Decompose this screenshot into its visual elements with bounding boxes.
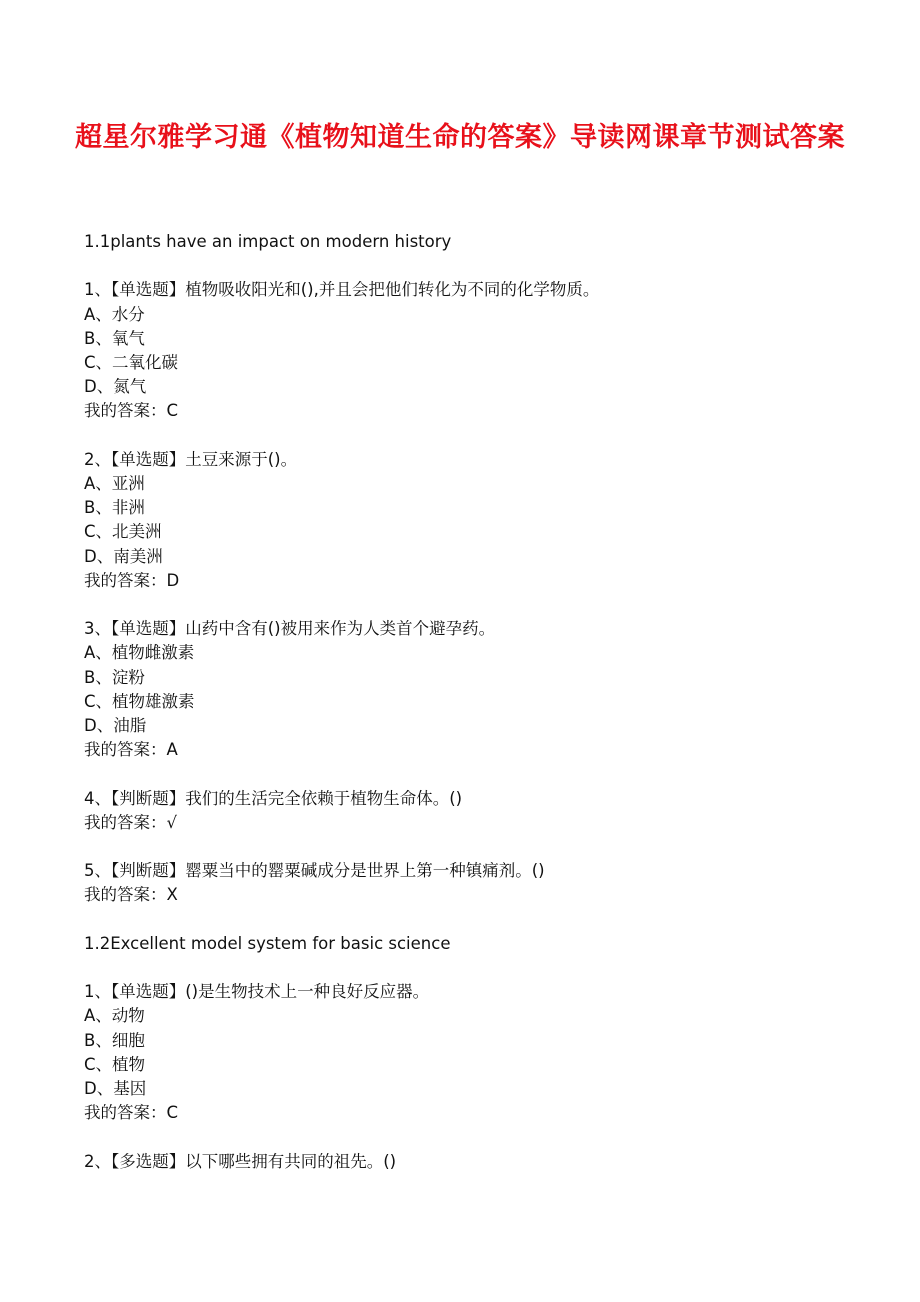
question-block bbox=[84, 980, 864, 1125]
question-stem: 1、【单选题】植物吸收阳光和(),并且会把他们转化为不同的化学物质。 bbox=[84, 280, 600, 300]
option-c: C、植物 bbox=[84, 1054, 146, 1074]
option-c: C、植物雄激素 bbox=[84, 691, 195, 711]
question-stem: 2、【多选题】以下哪些拥有共同的祖先。() bbox=[84, 1151, 397, 1171]
question-block bbox=[84, 448, 864, 593]
question-stem: 4、【判断题】我们的生活完全依赖于植物生命体。() bbox=[84, 788, 463, 808]
option-b: B、氧气 bbox=[84, 328, 145, 348]
document-body bbox=[84, 230, 864, 1174]
question-block bbox=[84, 859, 864, 907]
question-stem: 1、【单选题】()是生物技术上一种良好反应器。 bbox=[84, 982, 430, 1002]
question-stem: 5、【判断题】罂粟当中的罂粟碱成分是世界上第一种镇痛剂。() bbox=[84, 861, 545, 881]
option-a: A、亚洲 bbox=[84, 474, 145, 493]
question-block bbox=[84, 1150, 864, 1174]
my-answer: 我的答案：A bbox=[84, 740, 178, 760]
question-block bbox=[84, 617, 864, 762]
option-d: D、基因 bbox=[84, 1079, 147, 1098]
my-answer: 我的答案：√ bbox=[84, 812, 178, 832]
question-block bbox=[84, 787, 864, 835]
option-a: A、动物 bbox=[84, 1006, 145, 1026]
my-answer: 我的答案：C bbox=[84, 401, 179, 421]
option-d: D、氮气 bbox=[84, 377, 147, 397]
my-answer: 我的答案：D bbox=[84, 570, 180, 590]
section-heading: 1.1plants have an impact on modern history bbox=[84, 232, 452, 251]
question-block bbox=[84, 278, 864, 423]
option-b: B、淀粉 bbox=[84, 667, 145, 687]
option-a: A、植物雌激素 bbox=[84, 643, 195, 663]
my-answer: 我的答案：C bbox=[84, 1103, 179, 1123]
option-d: D、油脂 bbox=[84, 716, 147, 736]
question-stem: 2、【单选题】土豆来源于()。 bbox=[84, 449, 298, 469]
option-d: D、南美洲 bbox=[84, 546, 163, 566]
option-b: B、细胞 bbox=[84, 1030, 145, 1050]
option-c: C、北美洲 bbox=[84, 522, 162, 542]
option-c: C、二氧化碳 bbox=[84, 353, 179, 372]
document-title: 超星尔雅学习通《植物知道生命的答案》导读网课章节测试答案 bbox=[75, 122, 845, 153]
question-stem: 3、【单选题】山药中含有()被用来作为人类首个避孕药。 bbox=[84, 619, 496, 639]
section-1-2 bbox=[84, 932, 864, 1174]
option-b: B、非洲 bbox=[84, 498, 145, 518]
option-a: A、水分 bbox=[84, 304, 145, 324]
my-answer: 我的答案：X bbox=[84, 885, 178, 905]
section-1-1 bbox=[84, 230, 864, 932]
section-heading: 1.2Excellent model system for basic science bbox=[84, 933, 451, 953]
